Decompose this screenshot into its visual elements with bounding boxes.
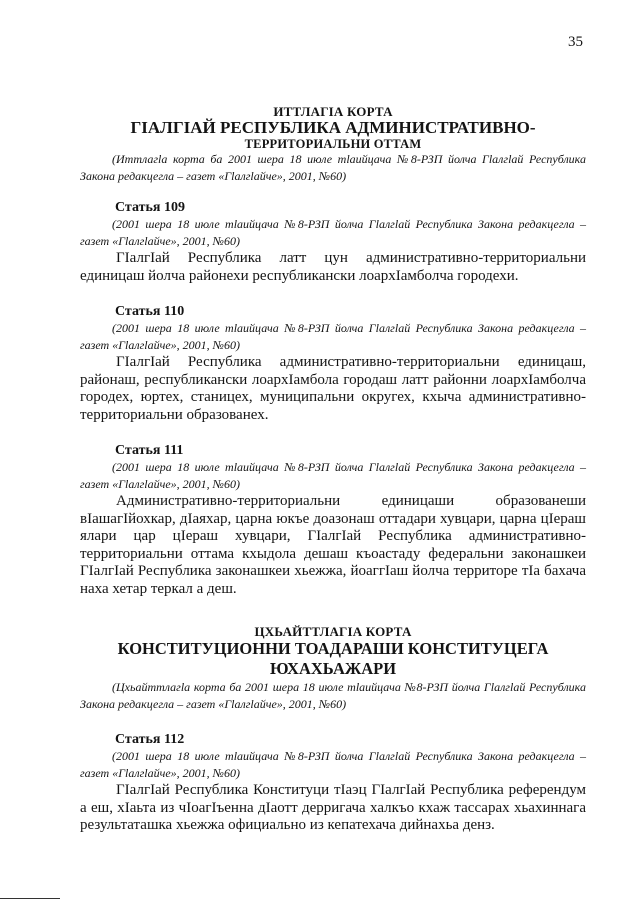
article-112-note: (2001 шера 18 июле тlаийцача №8-РЗП йолча Гlалгlай Республика Закона редакцеглa – газет «Гlалгlайче», 2001, №60) — [80, 749, 586, 780]
chapter-9-title-line1: КОНСТИТУЦИОННИ ТОАДАРАШИ КОНСТИТУЦЕГА — [117, 639, 549, 658]
article-109-note: (2001 шера 18 июле тlаийцача №8-РЗП йолча Гlалгlай Республика Закона редакцеглa – газет «Гlалгlайче», 2001, №60) — [80, 217, 586, 248]
article-109-title: Статья 109 — [115, 200, 185, 215]
article-112-text: ГIалгIай Республика Конституци тIаэц ГIалгIай Республика референдум а еш, хIаьта из чIоагIъенна дIаотт дерригача халкъо кхаж тассарах хьахиннага результаташка хьежжа официально из кепатехача дийнахьа денз. — [80, 782, 586, 833]
chapter-9-title-line2: ЮХАХЬАЖАРИ — [269, 659, 397, 678]
article-111-note: (2001 шера 18 июле тlаийцача №8-РЗП йолча Гlалгlай Республика Закона редакцеглa – газет «Гlалгlайче», 2001, №60) — [80, 460, 586, 491]
article-110-text: ГIалгIай Республика административно-территориальни единицаш, районаш, республикански лоархIамбола городаш латт районни лоархIамболча городех, юртех, станицех, муниципальни округех, кхыча административно-территориальни образованех. — [80, 354, 586, 423]
chapter-8-label: ИТТЛАГIА КОРТА — [273, 104, 393, 119]
chapter-8-title-line1: ГIАЛГIАЙ РЕСПУБЛИКА АДМИНИСТРАТИВНО- — [130, 118, 536, 137]
article-109-text: ГIалгIай Республика латт цун административно-территориальни единицаш йолча районехи республикански лоархIамболча городехи. — [80, 250, 586, 284]
scan-edge-mark — [0, 898, 60, 899]
article-111-text: Административно-территориальни единицаши образованеши вIашагIйохкар, дIаяхар, царна юкъе доазонаш оттадари хувцари, царна цIераш ялари цар цIераш хувцари, ГIалгIай Республика административно-территориальни оттама кхыдола дешаш къоастаду федеральни законашкеи ГIалгIай Республика законашкеи хьежжа, йоаггIаш йолча территоре тIа бахача наха хетар теркал а деш. — [80, 493, 586, 597]
chapter-9-label: ЦХЬАЙТТЛАГIА КОРТА — [254, 624, 412, 639]
document-body — [80, 104, 586, 835]
article-110-note: (2001 шера 18 июле тlаийцача №8-РЗП йолча Гlалгlай Республика Закона редакцеглa – газет «Гlалгlайче», 2001, №60) — [80, 321, 586, 352]
chapter-8-title-line2: ТЕРРИТОРИАЛЬНИ ОТТАМ — [244, 137, 422, 151]
article-111-title: Статья 111 — [115, 443, 184, 458]
chapter-9-editorial-note: (Цхьайттлагlа корта ба 2001 шера 18 июле тlаийцача №8-РЗП йолча Гlалгlай Республика Закона редакцеглa – газет «Гlалгlайче», 2001, №60) — [80, 680, 586, 711]
article-110-title: Статья 110 — [115, 304, 185, 319]
page-number: 35 — [568, 34, 583, 50]
article-112-title: Статья 112 — [115, 732, 185, 747]
chapter-8-editorial-note: (Иттлагlа корта ба 2001 шера 18 июле тlаийцача №8-РЗП йолча Гlалгlай Республика Закона редакцеглa – газет «Гlалгlайче», 2001, №60) — [80, 152, 586, 183]
